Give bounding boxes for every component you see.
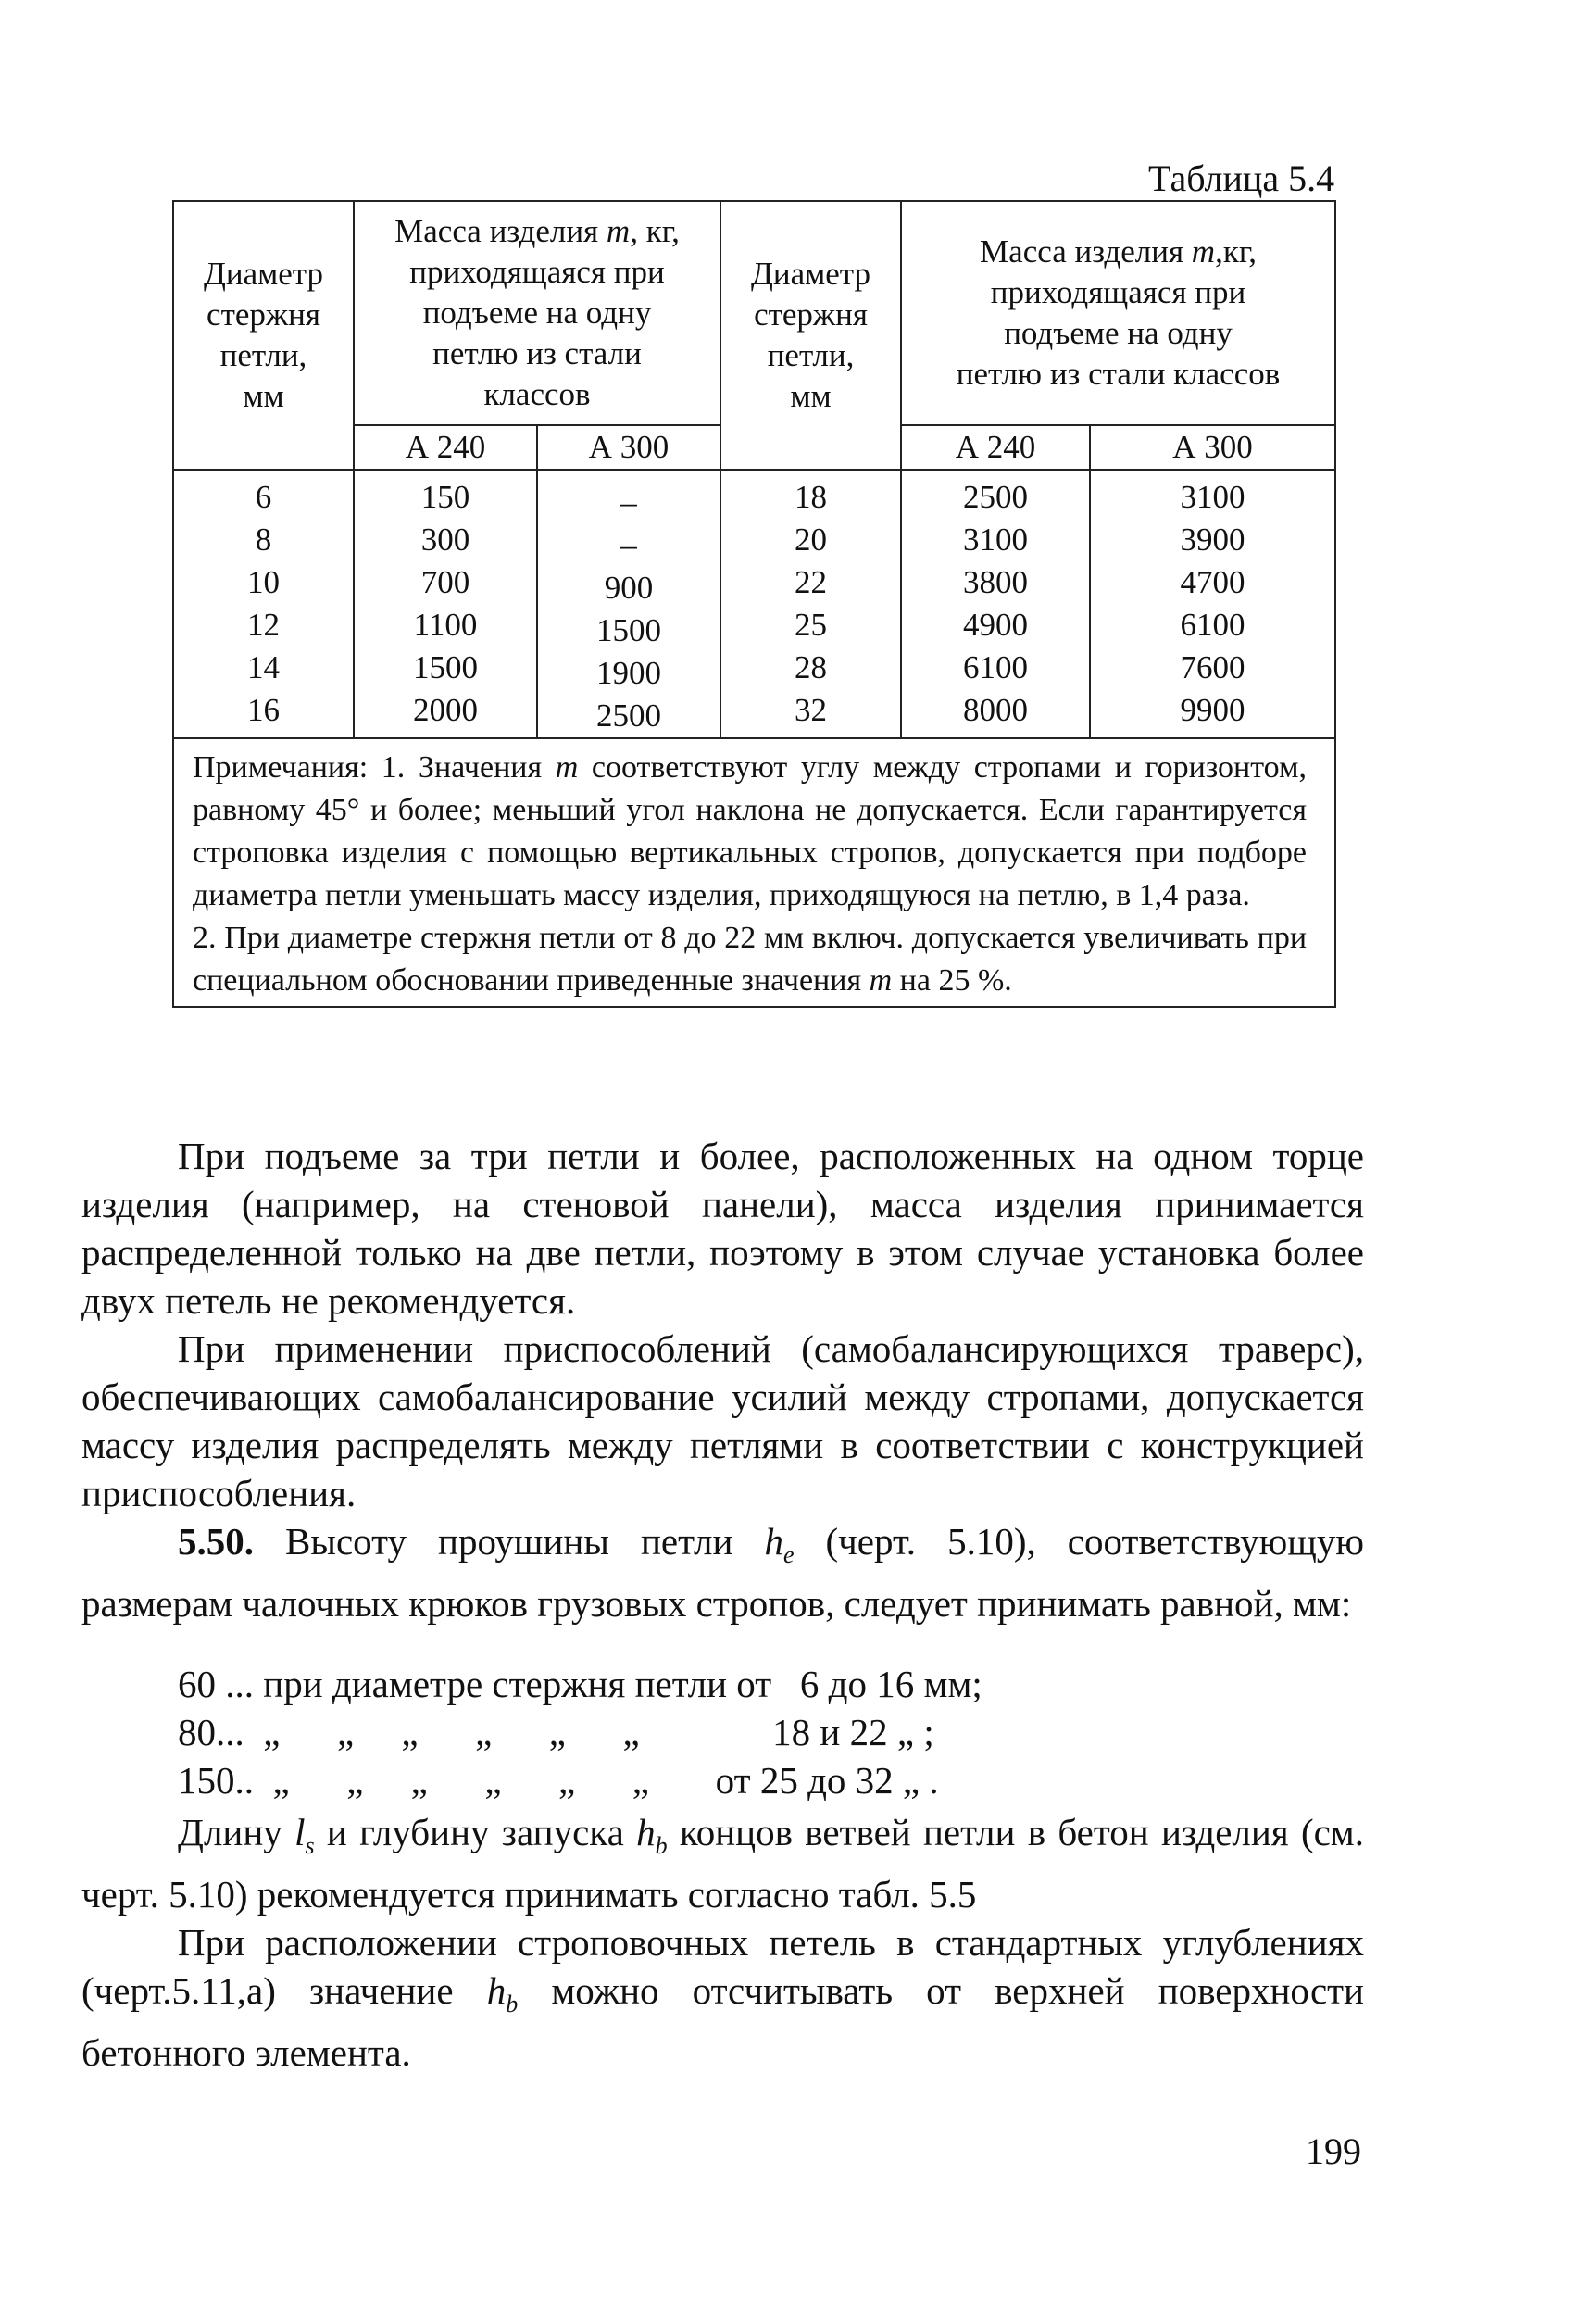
table-cell: 1500 xyxy=(596,612,661,648)
table-cell: 20 xyxy=(795,521,828,558)
header-text: Масса изделия m, кг, xyxy=(394,213,680,249)
loop-mass-table xyxy=(172,200,1336,1008)
paragraph-traverses: При применении приспособлений (самобалансирующихся траверс), обеспечивающих самобалансирование усилий между стропами, допускается массу изделия распределять между петлями в соответствии с конструкцией приспособления. xyxy=(81,1327,1364,1514)
table-cell: 6100 xyxy=(1180,607,1245,643)
header-text: стержня xyxy=(754,296,868,333)
table-cell: 14 xyxy=(247,649,280,685)
header-a300-left: А 300 xyxy=(537,425,720,470)
header-text: Диаметр xyxy=(750,256,871,292)
table-caption: Таблица 5.4 xyxy=(1148,157,1335,199)
header-text: петли, xyxy=(767,337,855,373)
header-text: мм xyxy=(243,378,284,414)
table-cell: 3100 xyxy=(1180,479,1245,515)
table-cell: 25 xyxy=(795,607,828,643)
header-text: приходящаяся при xyxy=(990,274,1246,310)
column-a240-left xyxy=(354,470,537,738)
note-1: Примечания: 1. Значения m соответствуют углу между стропами и горизонтом, равному 45° и более; меньший угол наклона не допускается. Если гарантируется строповка изделия с помощью вертикальных стропов, допускается при подборе диаметра петли уменьшать массу изделия, приходящуюся на петлю, в 1,4 раза. xyxy=(193,750,1308,912)
table-cell: 8000 xyxy=(963,692,1029,728)
table-cell: 16 xyxy=(247,692,280,728)
column-diameter-left xyxy=(173,470,354,738)
table-cell: 1100 xyxy=(413,607,478,643)
table-cell: – xyxy=(620,527,637,563)
list-item-80: 80... „ „ „ „ „ „ 18 и 22 „ ; xyxy=(178,1711,934,1753)
header-text: петлю из стали классов xyxy=(956,356,1281,392)
header-text: классов xyxy=(483,376,591,412)
table-cell: 900 xyxy=(604,570,654,606)
table-cell: 2000 xyxy=(413,692,478,728)
page-number: 199 xyxy=(1306,2130,1361,2172)
body-paragraphs-bottom xyxy=(81,1808,1364,2077)
table-cell: 700 xyxy=(420,564,470,600)
table-cell: 32 xyxy=(795,692,828,728)
table-cell: 28 xyxy=(795,649,828,685)
table-cell: 12 xyxy=(247,607,280,643)
note-2: 2. При диаметре стержня петли от 8 до 22 мм включ. допускается увеличивать при специальном обосновании приведенные значения m на 25 %. xyxy=(193,921,1308,998)
table-cell: 10 xyxy=(247,564,280,600)
table-cell: 6 xyxy=(255,479,272,515)
table-cell: 150 xyxy=(420,479,470,515)
paragraph-5-50: 5.50. Высоту проушины петли $h_e$ (черт. 5.10), соответствующую размерам чалочных крюков грузовых стропов, следует принимать равной, мм: xyxy=(81,1520,1364,1626)
column-a300-left xyxy=(537,470,720,738)
header-diameter-left xyxy=(173,201,354,470)
table-cell: 300 xyxy=(420,521,470,558)
table-cell: 9900 xyxy=(1180,692,1245,728)
paragraph-length-depth: Длину $l_s$ и глубину запуска $h_b$ концов ветвей петли в бетон изделия (см. черт. 5.10) рекомендуется принимать согласно табл. 5.5 xyxy=(81,1811,1365,1916)
table-cell: 22 xyxy=(795,564,828,600)
paragraph-three-loops: При подъеме за три петли и более, расположенных на одном торце изделия (например, на стеновой панели), масса изделия принимается распределенной только на две петли, поэтому в этом случае установка более двух петель не рекомендуется. xyxy=(81,1135,1364,1322)
header-diameter-right xyxy=(720,201,901,470)
column-diameter-right xyxy=(720,470,901,738)
column-a240-right xyxy=(901,470,1090,738)
header-text: Диаметр xyxy=(203,256,324,292)
table-cell: 1900 xyxy=(596,655,661,691)
table-cell: 8 xyxy=(255,521,272,558)
header-mass-right xyxy=(901,201,1335,425)
table-5-4 xyxy=(172,200,1334,1008)
table-cell: 4700 xyxy=(1180,564,1245,600)
header-a240-right: А 240 xyxy=(901,425,1090,470)
list-item-150: 150.. „ „ „ „ „ „ от 25 до 32 „ . xyxy=(178,1759,939,1802)
header-text: приходящаяся при xyxy=(409,254,665,290)
header-text: петли, xyxy=(219,337,307,373)
table-cell: 18 xyxy=(795,479,828,515)
paragraph-recesses: При расположении строповочных петель в стандартных углублениях (черт.5.11,а) значение $h_b$ можно отсчитывать от верхней поверхности бетонного элемента. xyxy=(81,1921,1364,2075)
header-a240-left: А 240 xyxy=(354,425,537,470)
header-text: петлю из стали xyxy=(432,335,642,371)
table-cell: 3800 xyxy=(963,564,1029,600)
header-text: Масса изделия m,кг, xyxy=(980,233,1257,270)
table-cell: 2500 xyxy=(596,697,661,734)
section-number: 5.50. xyxy=(178,1520,254,1563)
table-cell: 4900 xyxy=(963,607,1029,643)
header-a300-right: А 300 xyxy=(1090,425,1335,470)
header-text: стержня xyxy=(207,296,320,333)
table-notes xyxy=(173,738,1335,1007)
header-text: мм xyxy=(790,378,832,414)
header-mass-left xyxy=(354,201,720,425)
header-text: подъеме на одну xyxy=(422,295,652,331)
table-cell: 3100 xyxy=(963,521,1029,558)
table-cell: 3900 xyxy=(1180,521,1245,558)
table-cell: 6100 xyxy=(963,649,1029,685)
body-paragraphs-top xyxy=(81,1132,1364,1627)
table-cell: 1500 xyxy=(413,649,478,685)
table-cell: 2500 xyxy=(963,479,1029,515)
table-cell: 7600 xyxy=(1180,649,1245,685)
column-a300-right xyxy=(1090,470,1335,738)
list-item-60: 60 ... при диаметре стержня петли от 6 до 16 мм; xyxy=(178,1663,982,1705)
table-cell: – xyxy=(620,484,637,521)
header-text: подъеме на одну xyxy=(1004,315,1233,351)
